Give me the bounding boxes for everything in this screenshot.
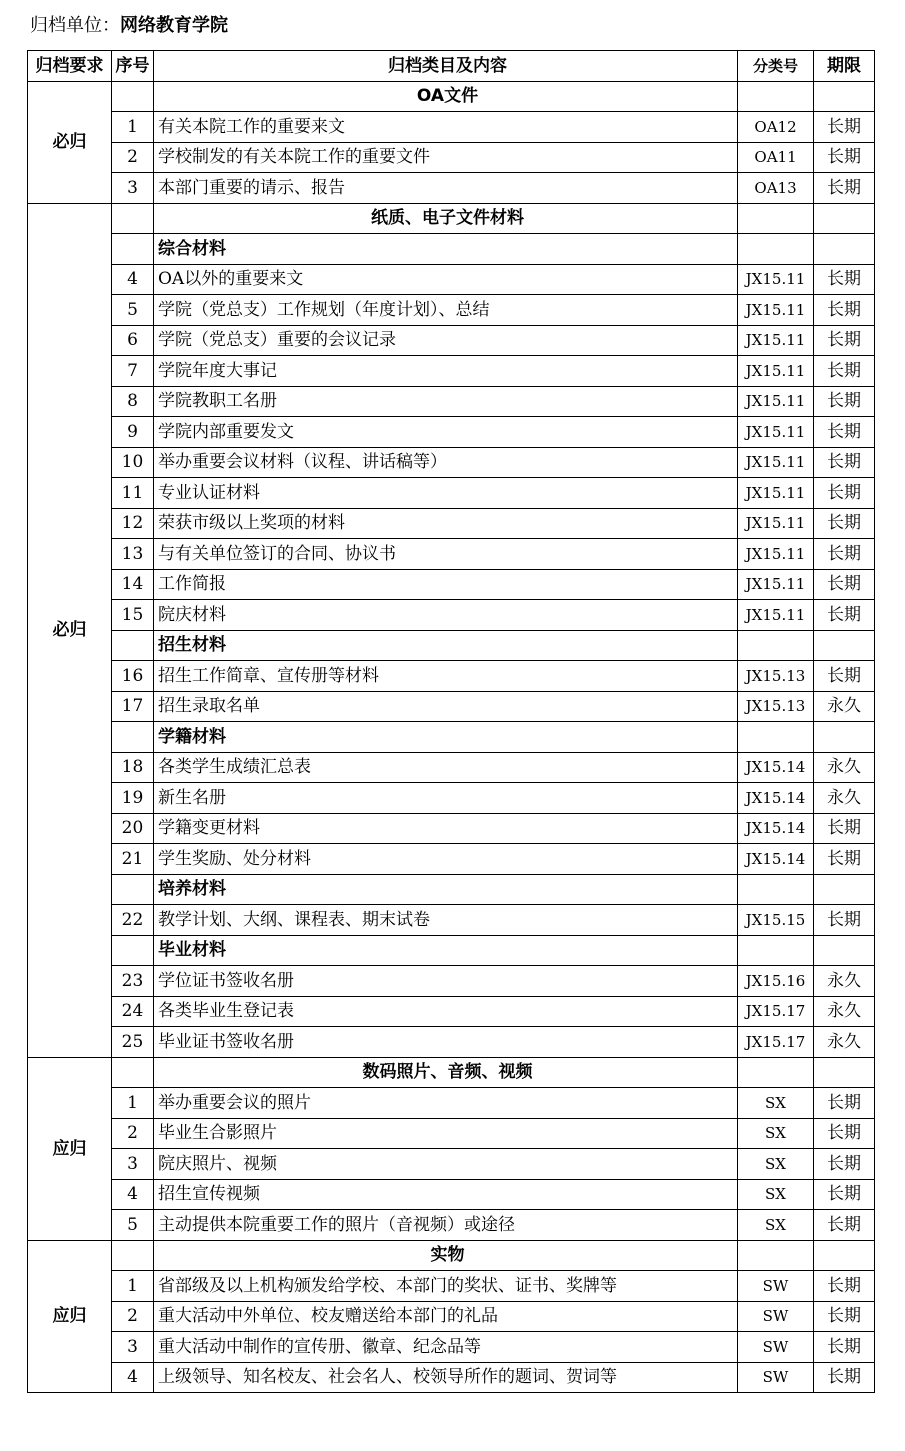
row-term: 长期 [814,386,875,417]
term-cell [814,1057,875,1088]
row-code: JX15.11 [738,386,814,417]
row-term: 长期 [814,1332,875,1363]
row-code: JX15.11 [738,569,814,600]
row-code: SX [738,1210,814,1241]
code-cell [738,203,814,234]
header-item: 归档类目及内容 [154,51,738,82]
row-number: 5 [112,295,154,326]
section-title: 数码照片、音频、视频 [154,1057,738,1088]
row-item: 举办重要会议材料（议程、讲话稿等） [154,447,738,478]
row-term: 长期 [814,295,875,326]
row-number: 13 [112,539,154,570]
table-row [28,1271,875,1302]
row-code: JX15.11 [738,539,814,570]
row-term: 长期 [814,447,875,478]
code-cell [738,722,814,753]
row-code: SW [738,1271,814,1302]
row-code: JX15.11 [738,447,814,478]
requirement-cell: 必归 [28,203,112,1057]
subsection-title: 学籍材料 [154,722,738,753]
no-cell [112,722,154,753]
row-item: 重大活动中外单位、校友赠送给本部门的礼品 [154,1301,738,1332]
row-item: 毕业生合影照片 [154,1118,738,1149]
row-code: JX15.16 [738,966,814,997]
row-item: 学院（党总支）重要的会议记录 [154,325,738,356]
row-item: 上级领导、知名校友、社会名人、校领导所作的题词、贺词等 [154,1362,738,1393]
row-code: JX15.17 [738,996,814,1027]
section-row [28,1240,875,1271]
row-item: OA以外的重要来文 [154,264,738,295]
row-item: 院庆照片、视频 [154,1149,738,1180]
table-row [28,996,875,1027]
row-code: JX15.14 [738,813,814,844]
row-code: OA11 [738,142,814,173]
row-term: 长期 [814,1118,875,1149]
row-term: 长期 [814,478,875,509]
row-item: 学生奖励、处分材料 [154,844,738,875]
section-row [28,1057,875,1088]
row-number: 22 [112,905,154,936]
row-number: 25 [112,1027,154,1058]
row-code: JX15.11 [738,295,814,326]
row-code: JX15.13 [738,691,814,722]
table-row [28,1149,875,1180]
row-number: 24 [112,996,154,1027]
row-number: 12 [112,508,154,539]
row-number: 4 [112,1362,154,1393]
no-cell [112,935,154,966]
row-item: 招生宣传视频 [154,1179,738,1210]
row-item: 省部级及以上机构颁发给学校、本部门的奖状、证书、奖牌等 [154,1271,738,1302]
table-row [28,1118,875,1149]
subsection-title: 培养材料 [154,874,738,905]
row-item: 学位证书签收名册 [154,966,738,997]
table-row [28,447,875,478]
header-code: 分类号 [738,51,814,82]
row-item: 新生名册 [154,783,738,814]
no-cell [112,81,154,112]
row-number: 18 [112,752,154,783]
archive-unit-name: 网络教育学院 [120,15,228,36]
row-term: 永久 [814,783,875,814]
row-code: SX [738,1179,814,1210]
row-item: 专业认证材料 [154,478,738,509]
row-code: JX15.15 [738,905,814,936]
row-item: 本部门重要的请示、报告 [154,173,738,204]
table-row [28,1210,875,1241]
subsection-row [28,630,875,661]
row-number: 19 [112,783,154,814]
row-code: SW [738,1332,814,1363]
term-cell [814,203,875,234]
header-no: 序号 [112,51,154,82]
row-term: 永久 [814,752,875,783]
row-number: 21 [112,844,154,875]
table-row [28,1362,875,1393]
row-number: 14 [112,569,154,600]
table-row [28,508,875,539]
section-row [28,203,875,234]
row-number: 4 [112,264,154,295]
table-row [28,844,875,875]
row-item: 学院内部重要发文 [154,417,738,448]
row-number: 17 [112,691,154,722]
archive-unit-label: 归档单位： [30,15,120,36]
table-row [28,325,875,356]
row-number: 2 [112,1118,154,1149]
term-cell [814,935,875,966]
table-row [28,417,875,448]
row-item: 学院（党总支）工作规划（年度计划）、总结 [154,295,738,326]
section-row [28,81,875,112]
table-row [28,539,875,570]
row-item: 学校制发的有关本院工作的重要文件 [154,142,738,173]
table-row [28,783,875,814]
row-term: 长期 [814,813,875,844]
row-number: 9 [112,417,154,448]
row-number: 3 [112,1332,154,1363]
row-item: 举办重要会议的照片 [154,1088,738,1119]
table-row [28,386,875,417]
row-term: 长期 [814,142,875,173]
term-cell [814,630,875,661]
code-cell [738,81,814,112]
row-term: 长期 [814,844,875,875]
row-item: 有关本院工作的重要来文 [154,112,738,143]
row-number: 5 [112,1210,154,1241]
row-term: 长期 [814,539,875,570]
table-row [28,905,875,936]
row-term: 永久 [814,996,875,1027]
section-title: OA文件 [154,81,738,112]
row-code: JX15.11 [738,600,814,631]
row-code: JX15.11 [738,417,814,448]
row-term: 永久 [814,1027,875,1058]
subsection-row [28,874,875,905]
row-number: 8 [112,386,154,417]
code-cell [738,234,814,265]
code-cell [738,1057,814,1088]
row-term: 永久 [814,691,875,722]
row-item: 重大活动中制作的宣传册、徽章、纪念品等 [154,1332,738,1363]
row-number: 15 [112,600,154,631]
table-row [28,569,875,600]
row-term: 长期 [814,1088,875,1119]
table-row [28,356,875,387]
subsection-row [28,935,875,966]
row-term: 长期 [814,600,875,631]
no-cell [112,203,154,234]
row-code: OA12 [738,112,814,143]
requirement-cell: 应归 [28,1240,112,1393]
subsection-title: 招生材料 [154,630,738,661]
row-number: 1 [112,1088,154,1119]
row-code: JX15.11 [738,325,814,356]
code-cell [738,874,814,905]
table-row [28,142,875,173]
table-row [28,752,875,783]
row-item: 毕业证书签收名册 [154,1027,738,1058]
row-item: 学院年度大事记 [154,356,738,387]
row-number: 1 [112,1271,154,1302]
row-term: 长期 [814,1210,875,1241]
requirement-cell: 应归 [28,1057,112,1240]
row-term: 长期 [814,173,875,204]
row-item: 院庆材料 [154,600,738,631]
row-number: 10 [112,447,154,478]
term-cell [814,874,875,905]
row-item: 招生工作简章、宣传册等材料 [154,661,738,692]
row-item: 教学计划、大纲、课程表、期末试卷 [154,905,738,936]
subsection-row [28,722,875,753]
row-item: 学籍变更材料 [154,813,738,844]
code-cell [738,630,814,661]
requirement-cell: 必归 [28,81,112,203]
row-code: OA13 [738,173,814,204]
table-row [28,600,875,631]
row-code: JX15.14 [738,844,814,875]
row-term: 长期 [814,112,875,143]
archive-unit-line [30,12,228,40]
row-number: 16 [112,661,154,692]
row-item: 工作简报 [154,569,738,600]
row-number: 3 [112,173,154,204]
row-number: 1 [112,112,154,143]
subsection-row [28,234,875,265]
row-term: 永久 [814,966,875,997]
row-code: JX15.17 [738,1027,814,1058]
row-number: 23 [112,966,154,997]
row-item: 各类毕业生登记表 [154,996,738,1027]
row-term: 长期 [814,356,875,387]
subsection-title: 毕业材料 [154,935,738,966]
row-item: 与有关单位签订的合同、协议书 [154,539,738,570]
row-item: 主动提供本院重要工作的照片（音视频）或途径 [154,1210,738,1241]
row-code: JX15.11 [738,508,814,539]
no-cell [112,1057,154,1088]
archive-table [27,50,875,1393]
no-cell [112,234,154,265]
row-code: SX [738,1118,814,1149]
row-term: 长期 [814,1179,875,1210]
row-term: 长期 [814,905,875,936]
row-code: JX15.14 [738,752,814,783]
table-row [28,691,875,722]
row-term: 长期 [814,417,875,448]
term-cell [814,722,875,753]
no-cell [112,1240,154,1271]
table-row [28,1027,875,1058]
row-code: SX [738,1149,814,1180]
term-cell [814,1240,875,1271]
row-term: 长期 [814,661,875,692]
row-code: JX15.11 [738,356,814,387]
row-item: 招生录取名单 [154,691,738,722]
row-code: JX15.13 [738,661,814,692]
table-row [28,813,875,844]
table-row [28,661,875,692]
row-number: 20 [112,813,154,844]
row-item: 荣获市级以上奖项的材料 [154,508,738,539]
table-row [28,1179,875,1210]
code-cell [738,935,814,966]
row-code: SX [738,1088,814,1119]
row-term: 长期 [814,508,875,539]
row-term: 长期 [814,1149,875,1180]
row-item: 学院教职工名册 [154,386,738,417]
header-requirement: 归档要求 [28,51,112,82]
row-code: JX15.14 [738,783,814,814]
row-term: 长期 [814,1362,875,1393]
section-title: 实物 [154,1240,738,1271]
table-row [28,478,875,509]
term-cell [814,81,875,112]
row-code: SW [738,1362,814,1393]
table-row [28,1301,875,1332]
table-row [28,1088,875,1119]
term-cell [814,234,875,265]
section-title: 纸质、电子文件材料 [154,203,738,234]
row-code: SW [738,1301,814,1332]
no-cell [112,874,154,905]
table-row [28,112,875,143]
code-cell [738,1240,814,1271]
row-term: 长期 [814,325,875,356]
header-term: 期限 [814,51,875,82]
row-number: 3 [112,1149,154,1180]
row-term: 长期 [814,1301,875,1332]
row-code: JX15.11 [738,478,814,509]
row-term: 长期 [814,1271,875,1302]
row-term: 长期 [814,264,875,295]
row-number: 7 [112,356,154,387]
row-item: 各类学生成绩汇总表 [154,752,738,783]
row-number: 2 [112,1301,154,1332]
table-row [28,1332,875,1363]
row-number: 11 [112,478,154,509]
row-number: 2 [112,142,154,173]
row-term: 长期 [814,569,875,600]
table-row [28,173,875,204]
table-row [28,264,875,295]
row-number: 6 [112,325,154,356]
row-code: JX15.11 [738,264,814,295]
no-cell [112,630,154,661]
table-row [28,295,875,326]
subsection-title: 综合材料 [154,234,738,265]
row-number: 4 [112,1179,154,1210]
table-row [28,966,875,997]
table-header-row [28,51,875,82]
